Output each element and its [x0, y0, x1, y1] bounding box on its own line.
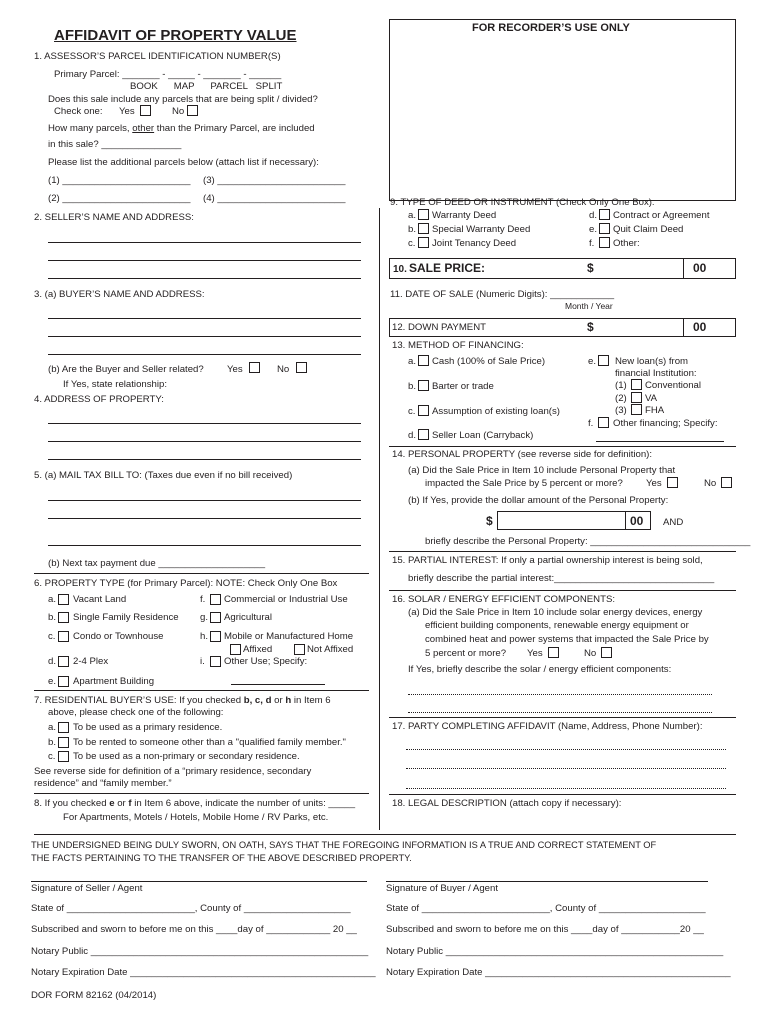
s2-heading: 2. SELLER’S NAME AND ADDRESS:	[34, 212, 194, 223]
other-use-label: Other Use; Specify:	[224, 656, 308, 667]
parcel-2-field[interactable]: (2) ________________________	[48, 193, 191, 204]
s6-b-prefix: b.	[48, 612, 57, 623]
primary-parcel-field[interactable]: Primary Parcel: _______ - _____ - _______ - ______	[54, 69, 282, 80]
check-one-label: Check one:	[54, 106, 103, 117]
s6-heading: 6. PROPERTY TYPE (for Primary Parcel): NOTE: Check Only One Box	[34, 578, 338, 589]
split-no-checkbox[interactable]	[187, 105, 198, 116]
joint-tenancy-checkbox[interactable]	[418, 237, 429, 248]
related-yes-checkbox[interactable]	[249, 362, 260, 373]
s1-heading: 1. ASSESSOR’S PARCEL IDENTIFICATION NUMBER(S)	[34, 51, 281, 62]
partial-interest-field[interactable]: briefly describe the partial interest:______________________________	[408, 573, 715, 584]
month-year-label: Month / Year	[565, 301, 613, 311]
assumption-label: Assumption of existing loan(s)	[432, 406, 560, 417]
parcel-1-field[interactable]: (1) ________________________	[48, 175, 191, 186]
new-loan-checkbox[interactable]	[598, 355, 609, 366]
mail-line-1[interactable]	[48, 500, 361, 501]
s9-c-prefix: c.	[408, 238, 416, 249]
rented-label: To be rented to someone other than a "qualified family member."	[73, 737, 346, 748]
solar-line-2[interactable]	[408, 712, 712, 713]
barter-label: Barter or trade	[432, 381, 494, 392]
column-divider	[379, 208, 380, 830]
buyer-sworn-field[interactable]: Subscribed and sworn to before me on this ____day of ___________20 __	[386, 924, 704, 935]
related-question: (b) Are the Buyer and Seller related?	[48, 364, 204, 375]
down-payment-cents-divider	[683, 318, 684, 337]
buyer-signature-label: Signature of Buyer / Agent	[386, 883, 499, 894]
oath-divider	[34, 834, 736, 835]
related-no-label: No	[277, 364, 290, 375]
other-use-line[interactable]	[231, 684, 325, 685]
special-warranty-label: Special Warranty Deed	[432, 224, 531, 235]
sale-price-input[interactable]	[597, 260, 682, 277]
next-tax-field[interactable]: (b) Next tax payment due ____________________	[48, 558, 266, 569]
s9-e-prefix: e.	[589, 224, 598, 235]
sale-price-label: SALE PRICE:	[409, 261, 486, 275]
s6-h-prefix: h.	[200, 631, 209, 642]
seller-signature-line[interactable]	[31, 881, 367, 882]
secondary-residence-checkbox[interactable]	[58, 751, 69, 762]
s18-heading: 18. LEGAL DESCRIPTION (attach copy if necessary):	[392, 798, 622, 809]
oath-line-2: THE FACTS PERTAINING TO THE TRANSFER OF THE ABOVE DESCRIBED PROPERTY.	[31, 853, 412, 863]
apartment-label: Apartment Building	[73, 676, 155, 687]
down-payment-cents: 00	[693, 320, 707, 334]
commercial-checkbox[interactable]	[210, 594, 221, 605]
new-loan-label: New loan(s) from	[615, 356, 689, 367]
not-affixed-label: Not Affixed	[307, 644, 354, 655]
divider-13-14	[389, 446, 736, 447]
date-of-sale-field[interactable]: 11. DATE OF SALE (Numeric Digits): ____________	[390, 289, 615, 300]
split-yes-label: Yes	[119, 106, 135, 117]
cash-checkbox[interactable]	[418, 355, 429, 366]
buyer-line-1[interactable]	[48, 318, 361, 319]
solar-no-checkbox[interactable]	[601, 647, 612, 658]
agricultural-checkbox[interactable]	[210, 612, 221, 623]
parcel-3-field[interactable]: (3) ________________________	[203, 175, 346, 186]
va-num: (2)	[615, 393, 627, 404]
s14-b-label: (b) If Yes, provide the dollar amount of the Personal Property:	[408, 495, 669, 506]
pp-yes-checkbox[interactable]	[667, 477, 678, 488]
how-many-parcels: How many parcels, other than the Primary Parcel, are included	[48, 123, 315, 134]
s6-i-prefix: i.	[200, 656, 205, 667]
special-warranty-checkbox[interactable]	[418, 223, 429, 234]
s6-f-prefix: f.	[200, 594, 206, 605]
plex-checkbox[interactable]	[58, 656, 69, 667]
parcel-sublabels: BOOK MAP PARCEL SPLIT	[130, 81, 283, 92]
buyer-line-3[interactable]	[48, 354, 361, 355]
split-no-label: No	[172, 106, 185, 117]
solar-line-1[interactable]	[408, 694, 712, 695]
cash-label: Cash (100% of Sale Price)	[432, 356, 546, 367]
s16-heading: 16. SOLAR / ENERGY EFFICIENT COMPONENTS:	[392, 594, 616, 605]
warranty-deed-checkbox[interactable]	[418, 209, 429, 220]
down-payment-dollar: $	[587, 320, 594, 334]
s7-c-prefix: c.	[48, 751, 56, 762]
s9-a-prefix: a.	[408, 210, 417, 221]
s7-b-prefix: b.	[48, 737, 57, 748]
party-line-3[interactable]	[406, 788, 726, 789]
agricultural-label: Agricultural	[224, 612, 272, 623]
barter-checkbox[interactable]	[418, 380, 429, 391]
fha-num: (3)	[615, 405, 627, 416]
s8-line1[interactable]: 8. If you checked e or f in Item 6 above, indicate the number of units: _____	[34, 798, 356, 809]
financial-institution-label: financial Institution:	[615, 368, 697, 379]
buyer-state-field[interactable]: State of ________________________, County of ____________________	[386, 903, 706, 914]
seller-expiration-field[interactable]: Notary Expiration Date ______________________________________________	[31, 967, 376, 978]
seller-signature-label: Signature of Seller / Agent	[31, 883, 143, 894]
s3-heading: 3. (a) BUYER’S NAME AND ADDRESS:	[34, 289, 205, 300]
form-number: DOR FORM 82162 (04/2014)	[31, 990, 157, 1001]
pp-yes-label: Yes	[646, 478, 662, 489]
conventional-label: Conventional	[645, 380, 702, 391]
s6-d-prefix: d.	[48, 656, 57, 667]
rented-checkbox[interactable]	[58, 737, 69, 748]
split-yes-checkbox[interactable]	[140, 105, 151, 116]
s13-c-prefix: c.	[408, 406, 416, 417]
conventional-checkbox[interactable]	[631, 379, 642, 390]
divider-7-8	[34, 793, 369, 794]
oath-line-1: THE UNDERSIGNED BEING DULY SWORN, ON OATH, SAYS THAT THE FOREGOING INFORMATION IS A TRUE AND CORRECT STATEMENT OF	[31, 840, 657, 850]
other-deed-checkbox[interactable]	[599, 237, 610, 248]
divider-15-16	[389, 590, 736, 591]
related-no-checkbox[interactable]	[296, 362, 307, 373]
seller-notary-field[interactable]: Notary Public ____________________________________________________	[31, 946, 369, 957]
conventional-num: (1)	[615, 380, 627, 391]
vacant-land-checkbox[interactable]	[58, 594, 69, 605]
va-checkbox[interactable]	[631, 392, 642, 403]
primary-residence-checkbox[interactable]	[58, 722, 69, 733]
address-line-2[interactable]	[48, 441, 361, 442]
va-label: VA	[645, 393, 658, 404]
s13-f-prefix: f.	[588, 418, 594, 429]
party-line-2[interactable]	[406, 768, 726, 769]
s7-a-prefix: a.	[48, 722, 57, 733]
seller-line-2[interactable]	[48, 260, 361, 261]
s6-g-prefix: g.	[200, 612, 209, 623]
mail-line-2[interactable]	[48, 518, 361, 519]
s16-a-line4: 5 percent or more?	[425, 648, 507, 659]
sale-price-cents: 00	[693, 261, 707, 275]
contract-label: Contract or Agreement	[613, 210, 710, 221]
s17-heading: 17. PARTY COMPLETING AFFIDAVIT (Name, Address, Phone Number):	[392, 721, 703, 732]
s6-c-prefix: c.	[48, 631, 56, 642]
s4-heading: 4. ADDRESS OF PROPERTY:	[34, 394, 164, 405]
s9-heading: 9. TYPE OF DEED OR INSTRUMENT (Check Only One Box):	[390, 197, 655, 208]
s9-f-prefix: f.	[589, 238, 595, 249]
pp-describe-field[interactable]: briefly describe the Personal Property: ______________________________	[425, 536, 751, 547]
mobile-home-checkbox[interactable]	[210, 631, 221, 642]
s7-line2: above, please check one of the following:	[48, 707, 224, 718]
buyer-expiration-field[interactable]: Notary Expiration Date ______________________________________________	[386, 967, 731, 978]
buyer-signature-line[interactable]	[386, 881, 708, 882]
s7-heading: 7. RESIDENTIAL BUYER’S USE: If you checked b, c, d or h in Item 6	[34, 695, 331, 706]
warranty-deed-label: Warranty Deed	[432, 210, 497, 221]
pp-no-label: No	[704, 478, 717, 489]
divider-16-17	[389, 717, 736, 718]
other-deed-label: Other:	[613, 238, 640, 249]
list-parcels-label: Please list the additional parcels below (attach list if necessary):	[48, 157, 319, 168]
relationship-label: If Yes, state relationship:	[63, 379, 167, 390]
seller-state-field[interactable]: State of ________________________, County of ____________________	[31, 903, 351, 914]
condo-checkbox[interactable]	[58, 631, 69, 642]
mail-line-3[interactable]	[48, 545, 361, 546]
s9-b-prefix: b.	[408, 224, 417, 235]
divider-17-18	[389, 794, 736, 795]
seller-loan-label: Seller Loan (Carryback)	[432, 430, 534, 441]
s8-line2: For Apartments, Motels / Hotels, Mobile Home / RV Parks, etc.	[63, 812, 329, 823]
quit-claim-checkbox[interactable]	[599, 223, 610, 234]
s15-heading: 15. PARTIAL INTEREST: If only a partial ownership interest is being sold,	[392, 555, 703, 566]
affixed-label: Affixed	[243, 644, 273, 655]
divider-6-7	[34, 690, 369, 691]
fha-label: FHA	[645, 405, 665, 416]
other-financing-checkbox[interactable]	[598, 417, 609, 428]
in-sale-field[interactable]: in this sale? _______________	[48, 139, 182, 150]
split-question: Does this sale include any parcels that are being split / divided?	[48, 94, 318, 105]
seller-sworn-field[interactable]: Subscribed and sworn to before me on this ____day of ____________ 20 __	[31, 924, 357, 935]
solar-yes-label: Yes	[527, 648, 543, 659]
sale-price-dollar: $	[587, 261, 594, 275]
pp-cents: 00	[630, 514, 644, 528]
form-title: AFFIDAVIT OF PROPERTY VALUE	[54, 27, 297, 44]
s14-a-line2: impacted the Sale Price by 5 percent or more?	[425, 478, 623, 489]
sale-price-num: 10.	[393, 264, 407, 275]
related-yes-label: Yes	[227, 364, 243, 375]
s5-heading: 5. (a) MAIL TAX BILL TO: (Taxes due even if no bill received)	[34, 470, 293, 481]
pp-amount-box[interactable]	[497, 511, 651, 530]
sale-price-cents-divider	[683, 258, 684, 279]
apartment-checkbox[interactable]	[58, 676, 69, 687]
contract-checkbox[interactable]	[599, 209, 610, 220]
seller-loan-checkbox[interactable]	[418, 429, 429, 440]
seller-line-1[interactable]	[48, 242, 361, 243]
plex-label: 2-4 Plex	[73, 656, 109, 667]
pp-and-label: AND	[663, 517, 684, 528]
s14-heading: 14. PERSONAL PROPERTY (see reverse side for definition):	[392, 449, 653, 460]
down-payment-input[interactable]	[597, 320, 682, 335]
not-affixed-checkbox[interactable]	[294, 644, 305, 655]
pp-cents-divider	[625, 511, 626, 530]
condo-label: Condo or Townhouse	[73, 631, 164, 642]
s9-d-prefix: d.	[589, 210, 598, 221]
s7-note-1: See reverse side for definition of a “primary residence, secondary	[34, 766, 312, 777]
s16-a-line1: (a) Did the Sale Price in Item 10 include solar energy devices, energy	[408, 607, 703, 618]
mobile-home-label: Mobile or Manufactured Home	[224, 631, 354, 642]
single-family-checkbox[interactable]	[58, 612, 69, 623]
s6-e-prefix: e.	[48, 676, 57, 687]
other-use-checkbox[interactable]	[210, 656, 221, 667]
other-financing-line[interactable]	[596, 441, 724, 442]
secondary-residence-label: To be used as a non-primary or secondary residence.	[73, 751, 300, 762]
s13-b-prefix: b.	[408, 381, 417, 392]
seller-line-3[interactable]	[48, 278, 361, 279]
s13-e-prefix: e.	[588, 356, 597, 367]
s7-note-2: residence” and “family member.”	[34, 778, 172, 789]
commercial-label: Commercial or Industrial Use	[224, 594, 348, 605]
quit-claim-label: Quit Claim Deed	[613, 224, 684, 235]
vacant-land-label: Vacant Land	[73, 594, 127, 605]
recorder-use-label: FOR RECORDER’S USE ONLY	[472, 22, 630, 34]
parcel-4-field[interactable]: (4) ________________________	[203, 193, 346, 204]
address-line-1[interactable]	[48, 423, 361, 424]
s13-a-prefix: a.	[408, 356, 417, 367]
s6-a-prefix: a.	[48, 594, 57, 605]
solar-no-label: No	[584, 648, 597, 659]
single-family-label: Single Family Residence	[73, 612, 179, 623]
s14-a-line1: (a) Did the Sale Price in Item 10 include Personal Property that	[408, 465, 676, 476]
solar-describe-label: If Yes, briefly describe the solar / energy efficient components:	[408, 664, 672, 675]
affixed-checkbox[interactable]	[230, 644, 241, 655]
address-line-3[interactable]	[48, 459, 361, 460]
down-payment-label: 12. DOWN PAYMENT	[392, 322, 486, 333]
s16-a-line2: efficient building components, renewable energy equipment or	[425, 620, 689, 631]
assumption-checkbox[interactable]	[418, 405, 429, 416]
pp-no-checkbox[interactable]	[721, 477, 732, 488]
primary-residence-label: To be used as a primary residence.	[73, 722, 223, 733]
s13-d-prefix: d.	[408, 430, 417, 441]
divider-5-6	[34, 573, 369, 574]
joint-tenancy-label: Joint Tenancy Deed	[432, 238, 517, 249]
party-line-1[interactable]	[406, 749, 726, 750]
other-financing-label: Other financing; Specify:	[613, 418, 718, 429]
pp-dollar: $	[486, 514, 493, 528]
recorder-use-box	[389, 19, 736, 201]
s13-heading: 13. METHOD OF FINANCING:	[392, 340, 524, 351]
buyer-notary-field[interactable]: Notary Public ____________________________________________________	[386, 946, 724, 957]
buyer-line-2[interactable]	[48, 336, 361, 337]
fha-checkbox[interactable]	[631, 404, 642, 415]
solar-yes-checkbox[interactable]	[548, 647, 559, 658]
s16-a-line3: combined heat and power systems that impacted the Sale Price by	[425, 634, 709, 645]
divider-14-15	[389, 551, 736, 552]
